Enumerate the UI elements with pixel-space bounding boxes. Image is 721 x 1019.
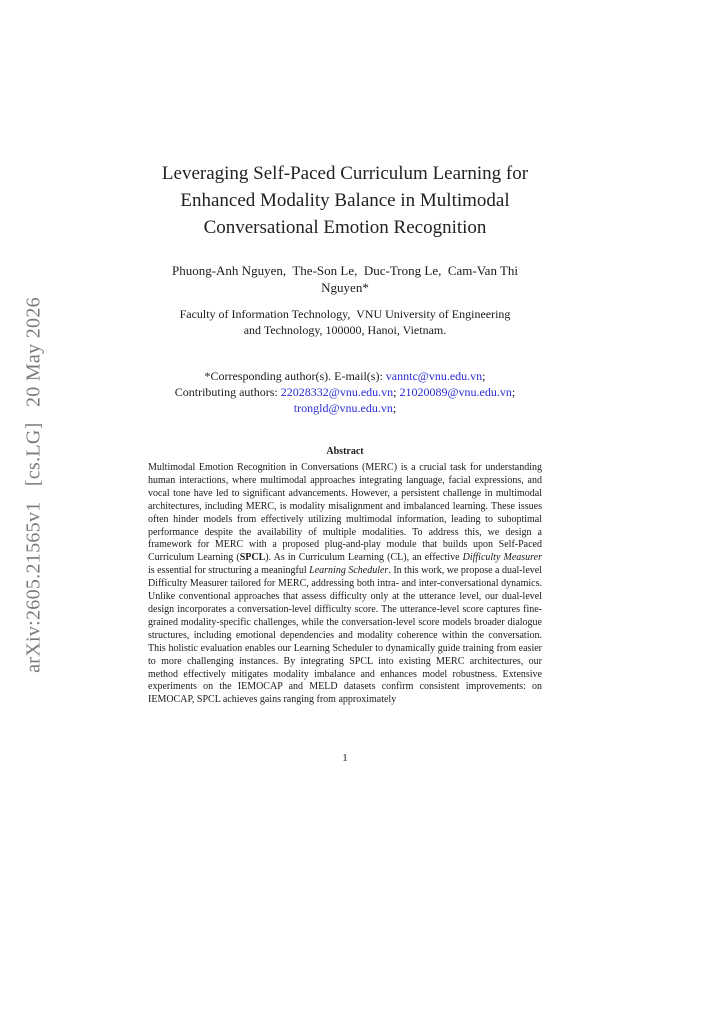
affiliation-line-2: and Technology, 100000, Hanoi, Vietnam.	[243, 323, 447, 337]
affiliation-line-1: Faculty of Information Technology, VNU University of Engineering	[179, 307, 511, 321]
arxiv-id: arXiv:2605.21565v1	[22, 501, 45, 673]
abstract-text-3: is essential for structuring a meaningful	[148, 565, 310, 577]
title-line-1: Leveraging Self-Paced Curriculum Learning for	[161, 163, 529, 184]
abstract-body	[148, 462, 542, 707]
arxiv-stamp	[23, 287, 46, 673]
separator: ;	[511, 385, 516, 399]
separator: ;	[392, 401, 397, 415]
arxiv-date: 20 May 2026	[22, 297, 45, 408]
abstract-text-4: . In this work, we propose a dual-level Difficulty Measurer tailored for MERC, addressing both intra- and inter-conversational dynamics. Unlike conventional approaches that assess difficulty only at the utterance level, our dual-level design incorporates a conversation-level difficulty score. The utterance-level score captures fine-grained modality-specific challenges, while the conversation-level score models broader dialogue structures, including emotional dependencies and modality coherence within the conversation. This holistic evaluation enables our Learning Scheduler to dynamically guide training from easier to more challenging instances. By integrating SPCL into existing MERC architectures, our method effectively mitigates modality imbalance and enhances model robustness. Extensive experiments on the IEMOCAP and MELD datasets confirm consistent improvements: on IEMOCAP, SPCL achieves gains ranging from approximately	[148, 565, 542, 706]
authors-line-1: Phuong-Anh Nguyen, The-Son Le, Duc-Trong Le, Cam-Van Thi	[171, 263, 519, 278]
authors-line-2: Nguyen*	[321, 280, 369, 295]
author-list	[130, 262, 560, 296]
title-line-3: Conversational Emotion Recognition	[203, 217, 487, 238]
page-number: 1	[342, 752, 348, 764]
abstract-difficulty-measurer-term: Difficulty Measurer	[462, 552, 543, 564]
corresponding-email-link[interactable]: vanntc@vnu.edu.vn	[385, 369, 483, 383]
abstract-text-1: Multimodal Emotion Recognition in Conversations (MERC) is a crucial task for understanding human interactions, where multimodal approaches integrating language, facial expressions, and vocal tone have led to significant advancements. However, a persistent challenge in multimodal architectures, including MERC, is modality misalignment and imbalanced learning. These issues often hinder models from effectively utilizing multimodal information, leading to suboptimal performance despite the availability of multiple modalities. To address this, we design a framework for MERC with a proposed plug-and-play module that builds upon Self-Paced Curriculum Learning (	[148, 462, 542, 564]
contributing-email-link-1[interactable]: 22028332@vnu.edu.vn	[280, 385, 394, 399]
contributing-email-link-3[interactable]: trongld@vnu.edu.vn	[293, 401, 393, 415]
title-line-2: Enhanced Modality Balance in Multimodal	[180, 190, 510, 211]
separator: ;	[482, 369, 486, 383]
contributing-line-2	[130, 400, 560, 416]
abstract-learning-scheduler-term: Learning Scheduler	[309, 565, 389, 577]
contributing-email-link-2[interactable]: 21020089@vnu.edu.vn	[399, 385, 512, 399]
arxiv-category: [cs.LG]	[22, 422, 45, 487]
abstract-heading: Abstract	[326, 446, 364, 457]
contributing-line	[130, 384, 560, 400]
separator: ;	[393, 385, 397, 399]
contact-info	[130, 368, 560, 416]
abstract-text-2: ). As in Curriculum Learning (CL), an effective	[265, 552, 463, 564]
contributing-prefix: Contributing authors:	[174, 385, 281, 399]
abstract-spcl-term: SPCL	[239, 552, 266, 564]
paper-title	[120, 160, 570, 241]
affiliation	[140, 306, 550, 338]
corresponding-line	[130, 368, 560, 384]
corresponding-prefix: *Corresponding author(s). E-mail(s):	[204, 369, 386, 383]
